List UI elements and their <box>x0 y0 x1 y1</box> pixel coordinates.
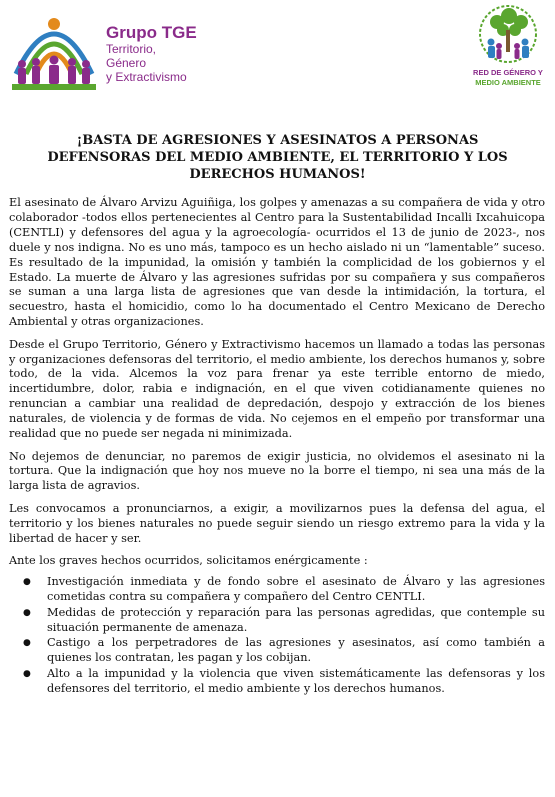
paragraph: No dejemos de denunciar, no paremos de exigir justicia, no olvidemos el asesinato ni la tortura. Que la indignación que hoy nos mueve no la borre el tiempo, ni sea una más de la larga lista de agravios. <box>9 449 545 493</box>
list-item: ● Alto a la impunidad y la violencia que viven sistemáticamente las defensoras y los defensores del territorio, el medio ambiente y los derechos humanos. <box>47 667 545 697</box>
list-item: ● Investigación inmediata y de fondo sobre el asesinato de Álvaro y las agresiones cometidas contra su compañera y compañero del Centro CENTLI. <box>47 575 545 605</box>
document-body <box>9 196 545 698</box>
document-title: ¡BASTA DE AGRESIONES Y ASESINATOS A PERSONAS DEFENSORAS DEL MEDIO AMBIENTE, EL TERRITORIO Y LOS DERECHOS HUMANOS! <box>47 133 508 182</box>
paragraph: Desde el Grupo Territorio, Género y Extractivismo hacemos un llamado a todas las personas y organizaciones defensoras del territorio, el medio ambiente, los derechos humanos y, sobre todo, de la vida. Alcemos la voz para frenar ya este terrible entorno de miedo, incertidumbre, dolor, rabia e indignación, en el que viven cotidianamente quienes no renuncian a cambiar una realidad de depredación, despojo y extracción de los bienes naturales, de violencia y de formas de vida. No cejemos en el empeño por transformar una realidad que no puede ser negada ni minimizada. <box>9 337 545 441</box>
list-item: ● Medidas de protección y reparación para las personas agredidas, que contemple su situación permanente de amenaza. <box>47 606 545 636</box>
paragraph: Les convocamos a pronunciarnos, a exigir, a movilizarnos pues la defensa del agua, el territorio y los bienes naturales no puede seguir siendo un riesgo extremo para la vida y la libertad de hacer y ser. <box>9 501 545 545</box>
document-header <box>0 0 555 110</box>
list-item: ● Castigo a los perpetradores de las agresiones y asesinatos, así como también a quienes los contratan, les pagan y los cobijan. <box>47 636 545 666</box>
grupo-tge-logo <box>8 4 198 94</box>
paragraph: El asesinato de Álvaro Arvizu Aguiñiga, los golpes y amenazas a su compañera de vida y otro colaborador -todos ellos pertenecientes al Centro para la Sustentabilidad Incalli Ixcahuicopa (CENTLI) y defensores del agua y la agroecología- ocurridos el 13 de junio de 2023-, nos duele y nos indigna. No es uno más, tampoco es un hecho aislado ni un “lamentable” suceso. Es resultado de la impunidad, la omisión y también la complicidad de los gobiernos y el Estado. La muerte de Álvaro y las agresiones sufridas por su compañera y sus compañeros se suman a una larga lista de agresiones que van desde la intimidación, la tortura, el secuestro, hasta el homicidio, como lo ha documentado el Centro Mexicano de Derecho Ambiental y otras organizaciones. <box>9 196 545 329</box>
tge-emblem-icon <box>8 4 100 94</box>
red-logo-line-2: MEDIO AMBIENTE <box>475 78 541 87</box>
tge-logo-subtitle-2: y Extractivismo <box>106 70 187 84</box>
red-genero-logo <box>467 4 549 100</box>
red-logo-line-1: RED DE GÉNERO Y <box>473 68 543 77</box>
tge-logo-title: Grupo TGE <box>106 23 197 42</box>
tge-logo-subtitle-1: Territorio, Género <box>106 42 157 70</box>
red-logo-text <box>467 68 549 88</box>
tge-logo-text <box>106 24 198 84</box>
paragraph: Ante los graves hechos ocurridos, solicitamos enérgicamente : <box>9 553 368 567</box>
tree-people-icon <box>475 4 541 66</box>
demands-list <box>9 575 545 697</box>
